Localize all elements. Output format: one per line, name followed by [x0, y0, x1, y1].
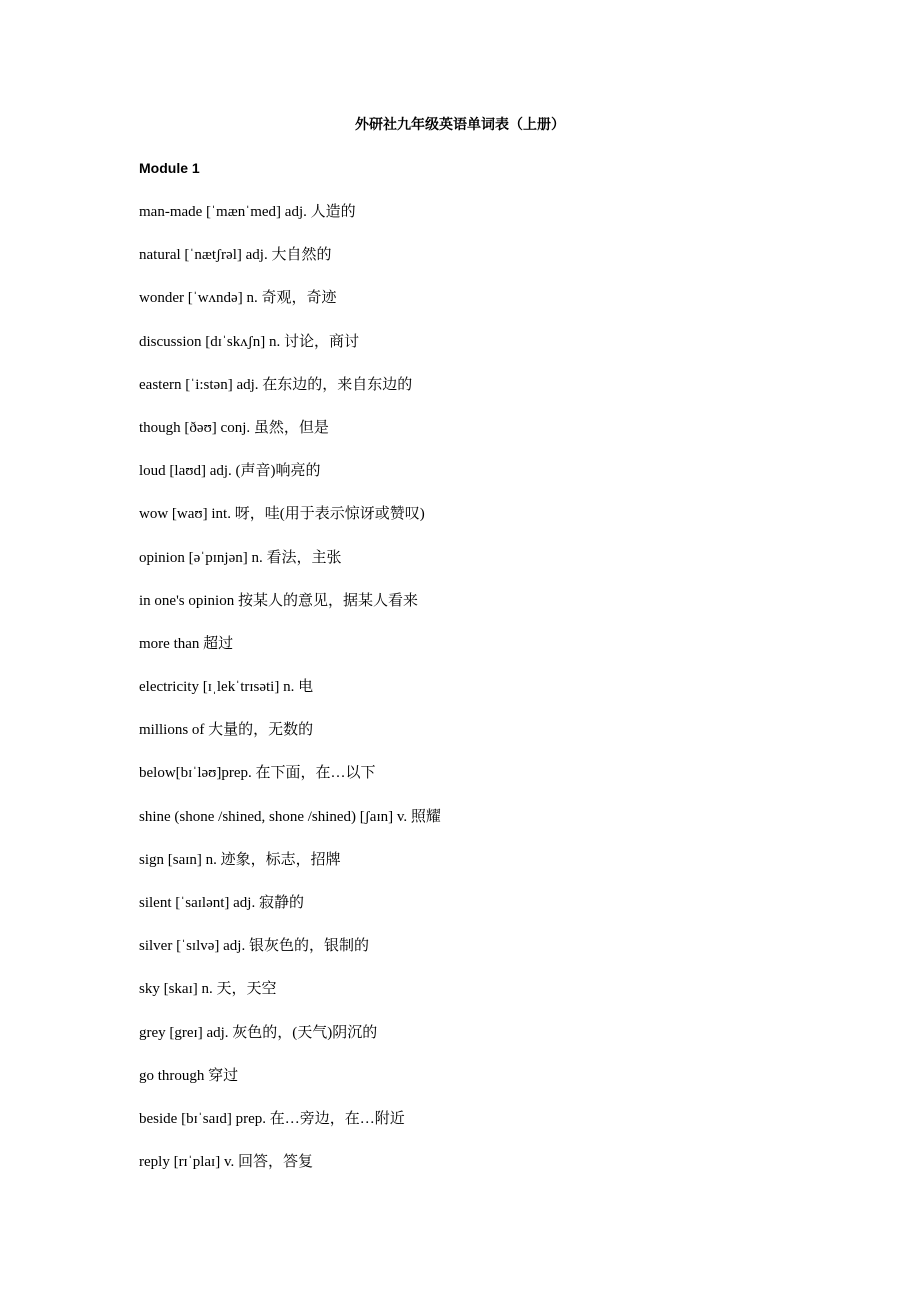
vocabulary-entry [139, 200, 441, 243]
vocabulary-entry-text: more than 超过 [139, 635, 234, 652]
vocabulary-entry-text: beside [bɪˈsaɪd] prep. 在…旁边，在…附近 [139, 1110, 405, 1127]
vocabulary-entry-text: grey [greɪ] adj. 灰色的，(天气)阴沉的 [139, 1024, 378, 1041]
vocabulary-entry [139, 459, 441, 502]
vocabulary-entry-text: go through 穿过 [139, 1067, 239, 1084]
vocabulary-entry [139, 934, 441, 977]
vocabulary-entry [139, 848, 441, 891]
vocabulary-entry-text: shine (shone /shined, shone /shined) [ʃaɪn] v. 照耀 [139, 808, 441, 825]
vocabulary-entry-text: man-made [ˈmænˈmed] adj. 人造的 [139, 204, 356, 220]
vocabulary-entry [139, 589, 441, 632]
vocabulary-entry [139, 1021, 441, 1064]
vocabulary-entry [139, 416, 441, 459]
vocabulary-entry [139, 243, 441, 286]
vocabulary-entry [139, 675, 441, 718]
vocabulary-entry-text: reply [rɪˈplaɪ] v. 回答，答复 [139, 1154, 313, 1171]
vocabulary-entry [139, 1064, 441, 1107]
vocabulary-entry-text: millions of 大量的，无数的 [139, 722, 314, 739]
vocabulary-entry-text: opinion [əˈpɪnjən] n. 看法，主张 [139, 549, 342, 566]
vocabulary-entry [139, 330, 441, 373]
vocabulary-entry-text: natural [ˈnætʃrəl] adj. 大自然的 [139, 247, 332, 264]
vocabulary-entry [139, 632, 441, 675]
vocabulary-entry-text: electricity [ɪˌlekˈtrɪsəti] n. 电 [139, 679, 314, 696]
vocabulary-entry [139, 805, 441, 848]
vocabulary-entry-text: discussion [dɪˈskʌʃn] n. 讨论，商讨 [139, 333, 359, 350]
vocabulary-entry-text: in one's opinion 按某人的意见，据某人看来 [139, 592, 418, 609]
vocabulary-entry [139, 891, 441, 934]
vocabulary-entry [139, 977, 441, 1020]
module-heading: Module 1 [139, 160, 200, 176]
vocabulary-entry [139, 546, 441, 589]
vocabulary-entry [139, 1107, 441, 1150]
vocabulary-entry [139, 286, 441, 329]
vocabulary-entry-text: though [ðəʊ] conj. 虽然，但是 [139, 419, 329, 436]
vocabulary-entry [139, 718, 441, 761]
vocabulary-entry-text: eastern [ˈi:stən] adj. 在东边的，来自东边的 [139, 376, 413, 393]
vocabulary-entry-text: wow [waʊ] int. 呀，哇(用于表示惊讶或赞叹) [139, 506, 425, 523]
document-title: 外研社九年级英语单词表（上册） [355, 117, 565, 133]
vocabulary-entry-text: silent [ˈsaɪlənt] adj. 寂静的 [139, 895, 304, 911]
vocabulary-entry-text: loud [laʊd] adj. (声音)响亮的 [139, 463, 321, 480]
vocabulary-entry [139, 1150, 441, 1193]
vocabulary-entry-text: wonder [ˈwʌndə] n. 奇观，奇迹 [139, 290, 337, 307]
vocabulary-entry-text: silver [ˈsɪlvə] adj. 银灰色的，银制的 [139, 938, 369, 955]
vocabulary-entry [139, 502, 441, 545]
vocabulary-list [139, 200, 441, 1193]
vocabulary-entry-text: below[bɪˈləʊ]prep. 在下面，在…以下 [139, 765, 376, 782]
vocabulary-entry-text: sky [skaɪ] n. 天，天空 [139, 981, 277, 998]
vocabulary-entry [139, 761, 441, 804]
vocabulary-entry [139, 373, 441, 416]
vocabulary-entry-text: sign [saɪn] n. 迹象，标志，招牌 [139, 851, 341, 868]
